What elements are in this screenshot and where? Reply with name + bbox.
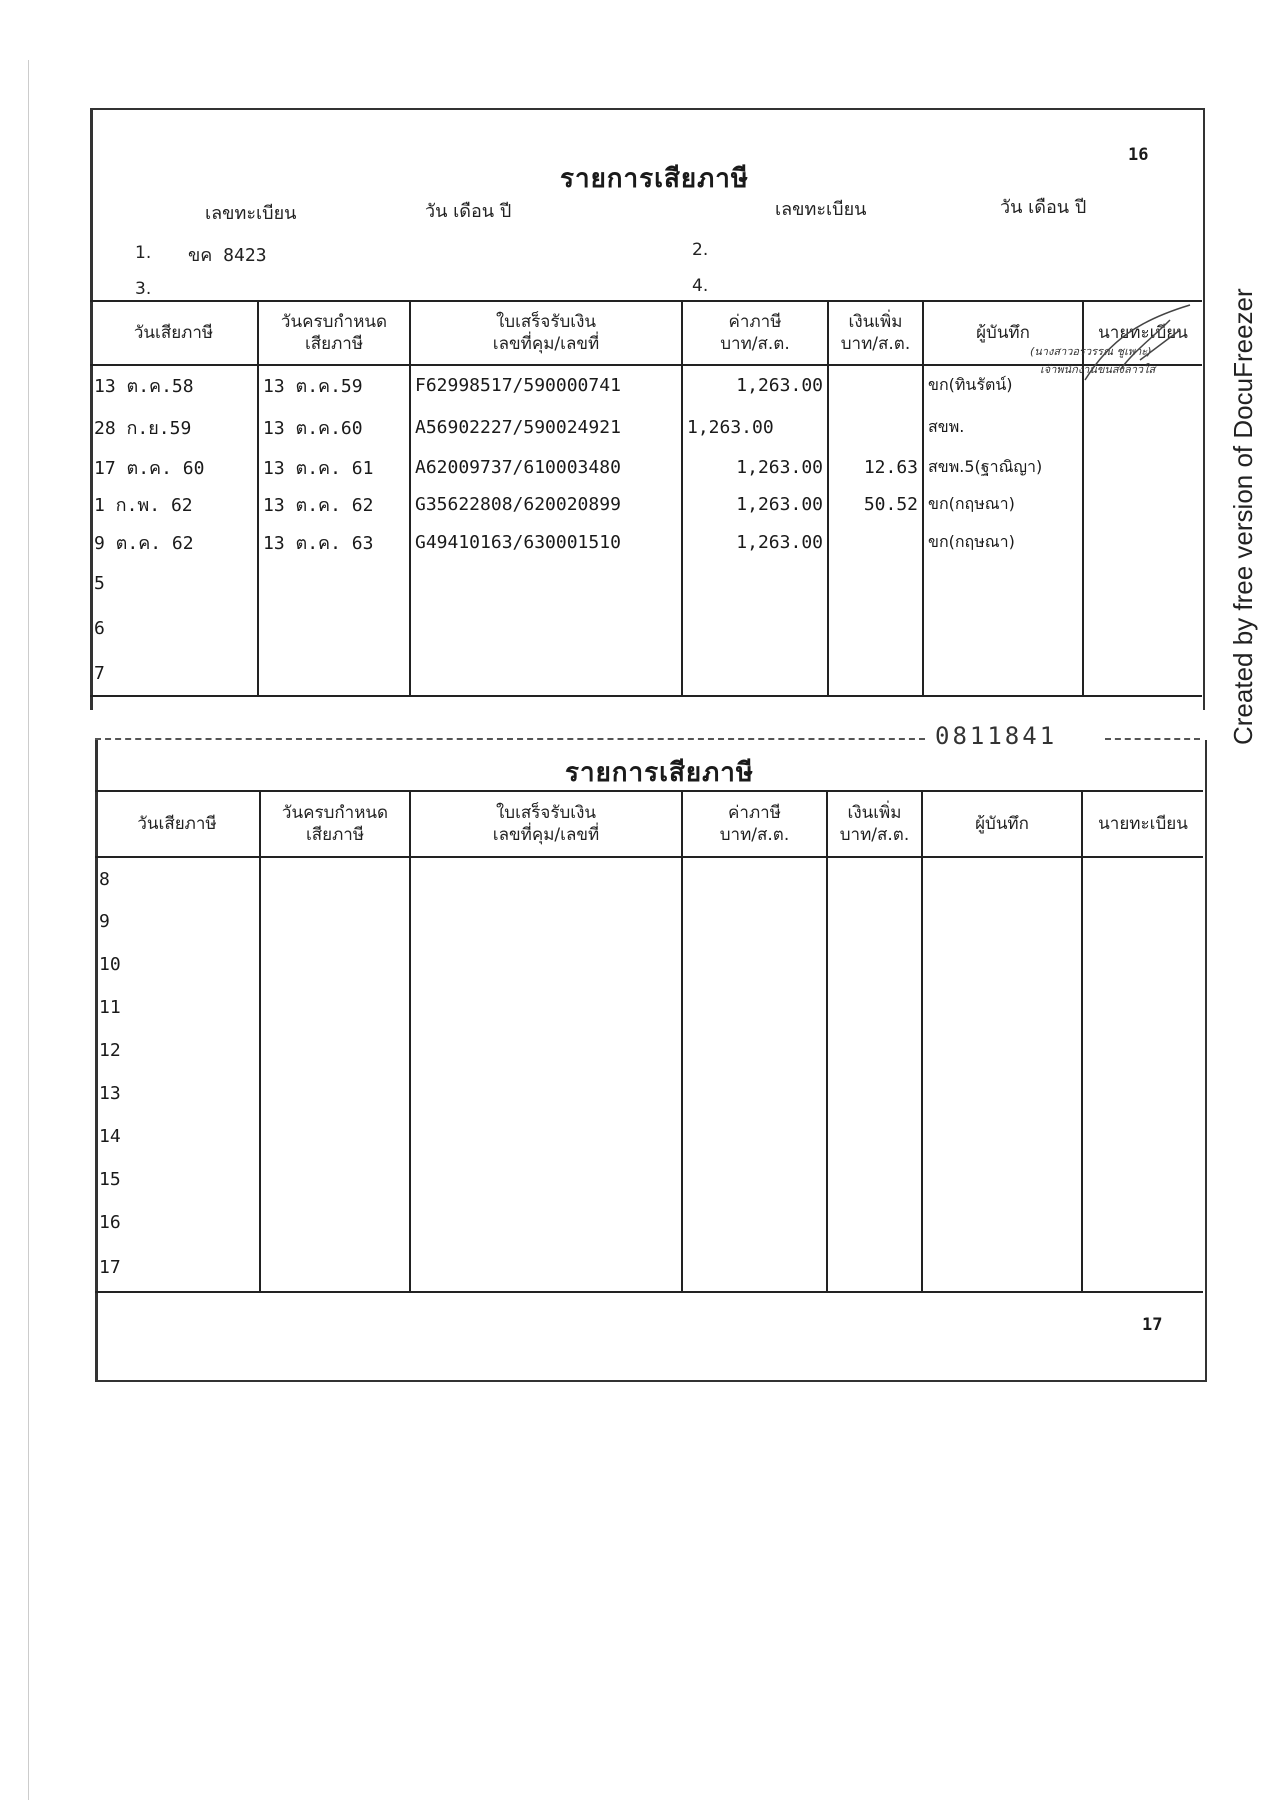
- table-row: [95, 857, 1203, 900]
- cell-due-date: 13 ต.ค. 63: [258, 523, 410, 561]
- table-row: [95, 1201, 1203, 1244]
- cell-recorder: ขก(กฤษณา): [923, 523, 1083, 561]
- table-row: [90, 405, 1202, 449]
- reg-label-1: เลขทะเบียน: [205, 203, 297, 224]
- page-number-bottom: 17: [1142, 1315, 1163, 1335]
- table-row: [90, 523, 1202, 561]
- row-number: 9: [95, 900, 260, 943]
- table-row: [95, 1029, 1203, 1072]
- col-registrar: นายทะเบียน: [1083, 301, 1202, 365]
- row-number: 7: [90, 651, 258, 696]
- col-tax: ค่าภาษี บาท/ส.ต.: [682, 791, 827, 857]
- entry-3-no: 3.: [135, 279, 152, 299]
- date-label-2: วัน เดือน ปี: [1000, 197, 1087, 218]
- table-row: [90, 606, 1202, 651]
- row-number: 10: [95, 943, 260, 986]
- cell-pay-date: 1 ก.พ. 62: [90, 485, 258, 523]
- col-tax: ค่าภาษี บาท/ส.ต.: [682, 301, 828, 365]
- col-pay-date: วันเสียภาษี: [95, 791, 260, 857]
- row-number: 16: [95, 1201, 260, 1244]
- top-card-title: รายการเสียภาษี: [560, 164, 749, 194]
- cell-tax: 1,263.00: [682, 485, 828, 523]
- table-row: [90, 561, 1202, 606]
- cell-receipt: A56902227/590024921: [410, 405, 682, 449]
- bottom-card-title: รายการเสียภาษี: [565, 758, 754, 788]
- row-number: 6: [90, 606, 258, 651]
- table-row: [90, 651, 1202, 696]
- cell-receipt: G35622808/620020899: [410, 485, 682, 523]
- row-number: 5: [90, 561, 258, 606]
- row-number: 12: [95, 1029, 260, 1072]
- cell-extra: 12.63: [828, 449, 923, 485]
- table-row: [95, 900, 1203, 943]
- cell-due-date: 13 ต.ค.59: [258, 365, 410, 405]
- row-number: 8: [95, 857, 260, 900]
- registrar-stamp-title: เจ้าพนักงานขนส่งลาวใส: [1040, 363, 1156, 376]
- row-number: 15: [95, 1158, 260, 1201]
- cell-registrar: [1083, 523, 1202, 561]
- cell-extra: [828, 523, 923, 561]
- col-recorder: ผู้บันทึก: [922, 791, 1082, 857]
- cell-pay-date: 28 ก.ย.59: [90, 405, 258, 449]
- cell-tax: 1,263.00: [682, 365, 828, 405]
- entry-4-no: 4.: [692, 276, 709, 296]
- entry-1-reg: ขค 8423: [188, 245, 267, 266]
- cell-recorder: ขก(กฤษณา): [923, 485, 1083, 523]
- row-number: 14: [95, 1115, 260, 1158]
- cell-recorder: สขพ.: [923, 405, 1083, 449]
- table-row: [90, 365, 1202, 405]
- cell-due-date: 13 ต.ค.60: [258, 405, 410, 449]
- cell-tax: 1,263.00: [682, 523, 828, 561]
- cell-recorder: ขก(ทินรัตน์): [923, 365, 1083, 405]
- cell-extra: [828, 405, 923, 449]
- table-row: [95, 1244, 1203, 1292]
- table-row: [95, 943, 1203, 986]
- col-due-date: วันครบกำหนด เสียภาษี: [260, 791, 410, 857]
- entry-1-no: 1.: [135, 243, 152, 263]
- registrar-signature: [1080, 300, 1200, 390]
- cell-receipt: F62998517/590000741: [410, 365, 682, 405]
- page-number-top: 16: [1128, 145, 1149, 165]
- bottom-tax-table: [95, 790, 1203, 1293]
- table-row: [95, 986, 1203, 1029]
- col-registrar: นายทะเบียน: [1082, 791, 1203, 857]
- cell-receipt: A62009737/610003480: [410, 449, 682, 485]
- docufreezer-watermark: Created by free version of DocuFreezer: [1228, 288, 1258, 745]
- col-extra: เงินเพิ่ม บาท/ส.ต.: [828, 301, 923, 365]
- reg-label-2: เลขทะเบียน: [775, 199, 867, 220]
- cell-pay-date: 13 ต.ค.58: [90, 365, 258, 405]
- row-number: 17: [95, 1244, 260, 1292]
- registrar-stamp-name: (นางสาวอรวรรณ ชูเพาะ): [1030, 345, 1152, 358]
- table-row: [90, 485, 1202, 523]
- cell-extra: [828, 365, 923, 405]
- cell-receipt: G49410163/630001510: [410, 523, 682, 561]
- cell-recorder: สขพ.5(ฐาณิญา): [923, 449, 1083, 485]
- date-label-1: วัน เดือน ปี: [425, 201, 512, 222]
- col-extra: เงินเพิ่ม บาท/ส.ต.: [827, 791, 922, 857]
- cell-registrar: [1083, 485, 1202, 523]
- cell-registrar: [1083, 449, 1202, 485]
- cell-pay-date: 9 ต.ค. 62: [90, 523, 258, 561]
- page-margin-line: [28, 60, 29, 1800]
- cell-registrar: [1083, 405, 1202, 449]
- cell-tax: 1,263.00: [682, 405, 828, 449]
- row-number: 13: [95, 1072, 260, 1115]
- table-row: [95, 1115, 1203, 1158]
- table-row: [95, 1158, 1203, 1201]
- col-recorder: ผู้บันทึก: [923, 301, 1083, 365]
- table-row: [90, 449, 1202, 485]
- col-due-date: วันครบกำหนด เสียภาษี: [258, 301, 410, 365]
- col-pay-date: วันเสียภาษี: [90, 301, 258, 365]
- cell-pay-date: 17 ต.ค. 60: [90, 449, 258, 485]
- serial-number: 0811841: [935, 722, 1058, 750]
- cell-extra: 50.52: [828, 485, 923, 523]
- col-receipt: ใบเสร็จรับเงิน เลขที่คุม/เลขที่: [410, 301, 682, 365]
- entry-2-no: 2.: [692, 240, 709, 260]
- table-row: [95, 1072, 1203, 1115]
- row-number: 11: [95, 986, 260, 1029]
- cell-due-date: 13 ต.ค. 61: [258, 449, 410, 485]
- cell-tax: 1,263.00: [682, 449, 828, 485]
- cell-due-date: 13 ต.ค. 62: [258, 485, 410, 523]
- col-receipt: ใบเสร็จรับเงิน เลขที่คุม/เลขที่: [410, 791, 682, 857]
